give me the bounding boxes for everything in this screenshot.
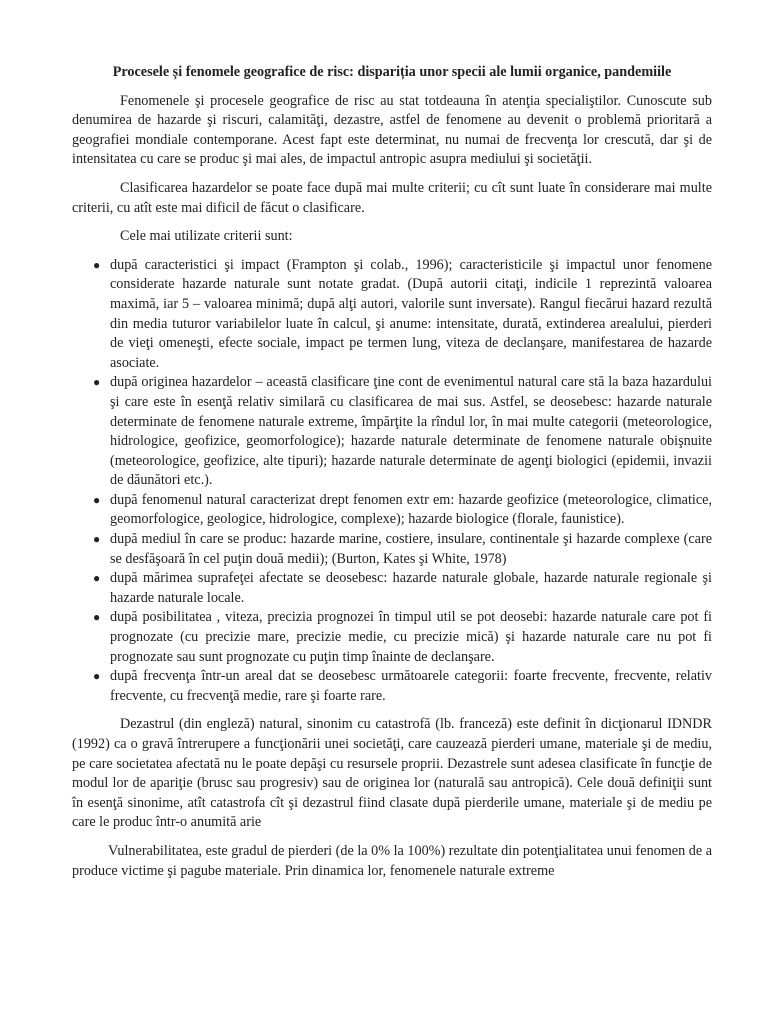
paragraph-vulnerability: Vulnerabilitatea, este gradul de pierderi (de la 0% la 100%) rezultate din potenţialitatea unui fenomen de a produce victime şi pagube materiale. Prin dinamica lor, fenomenele naturale extreme <box>72 842 712 879</box>
paragraph-classification: Clasificarea hazardelor se poate face după mai multe criterii; cu cît sunt luate în considerare mai multe criterii, cu atît este mai dificil de făcut o clasificare. <box>72 179 712 216</box>
bullet-icon: ● <box>93 571 101 586</box>
list-item-text: după mărimea suprafeţei afectate se deosebesc: hazarde naturale globale, hazarde naturale regionale şi hazarde naturale locale. <box>110 570 712 606</box>
list-item <box>93 530 712 569</box>
paragraph-criteria-lead: Cele mai utilizate criterii sunt: <box>120 228 293 245</box>
bullet-icon: ● <box>93 669 101 684</box>
list-item <box>93 569 712 608</box>
paragraph-disaster: Dezastrul (din engleză) natural, sinonim cu catastrofă (lb. franceză) este definit în dicţionarul IDNDR (1992) ca o gravă întrerupere a funcţionării unei societăţi, care cauzează pierderi umane, materiale şi de mediu, pe care societatea afectată nu le poate depăşi cu resursele proprii. Dezastrele sunt adesea clasificate în funcţie de modul lor de apariţie (brusc sau progresiv) sau de originea lor (naturală sau antropică). Cele două definiţii sunt în esenţă sinonime, atît catastrofa cît şi dezastrul fiind clasate după pierderile umane, materiale şi de mediu pe care le produc într-o anumită arie <box>72 716 712 831</box>
list-item-text: după mediul în care se produc: hazarde marine, costiere, insulare, continentale şi hazarde complexe (care se desfăşoară în cel puţin două medii); (Burton, Kates şi White, 1978) <box>110 531 712 567</box>
bullet-icon: ● <box>93 375 101 390</box>
list-item-text: după frecvenţa într-un areal dat se deosebesc următoarele categorii: foarte frecvente, frecvente, relativ frecvente, cu frecvenţă medie, rare şi foarte rare. <box>110 668 712 704</box>
list-item-text: după fenomenul natural caracterizat drept fenomen extr em: hazarde geofizice (meteorologice, climatice, geomorfologice, geologice, hidrologice, complexe); hazarde biologice (florale, faunistice). <box>110 491 712 528</box>
list-item <box>93 256 712 374</box>
criteria-list <box>72 256 712 707</box>
list-item-text: după posibilitatea , viteza, precizia prognozei în timpul util se pot deosebi: hazarde naturale care pot fi prognozate (cu precizie mare, precizie medie, cu precizie mică) şi hazarde naturale care nu pot fi prognozate sau sunt prognozate cu puţin timp înainte de declanşare. <box>110 609 712 665</box>
bullet-icon: ● <box>93 257 101 272</box>
list-item <box>93 491 712 530</box>
list-item <box>93 373 712 491</box>
list-item-text: după originea hazardelor – această clasificare ţine cont de evenimentul natural care stă la baza hazardului şi care este în esenţă relativ similară cu clasificarea de mai sus. Astfel, se deosebesc: hazarde naturale determinate de fenomene naturale extreme, împărţite la rîndul lor, în mai multe categorii (meteorologice, hidrologice, geofizice, geomorfologice); hazarde naturale determinate de fenomene naturale obişnuite (meteorologice, geofizice, alte tipuri); hazarde naturale determinate de agenţi biologici (epidemii, invazii de dăunători etc.). <box>110 374 712 489</box>
bullet-icon: ● <box>93 532 101 547</box>
list-item <box>93 608 712 667</box>
bullet-icon: ● <box>93 492 101 507</box>
list-item-text: după caracteristici şi impact (Frampton şi colab., 1996); caracteristicile şi impactul unor fenomene considerate hazarde naturale sunt notate gradat. (După autorii citaţi, indicile 1 reprezintă valoarea maximă, iar 5 – valoarea minimă; după alţi autori, valorile sunt inversate). Rangul fiecărui hazard rezultă din media tuturor variabilelor luate în calcul, şi anume: intensitate, durată, extinderea arealului, pierderi de vieţi omeneşti, efecte sociale, impact pe termen lung, viteza de declanşare, manifestarea de hazarde asociate. <box>110 256 712 371</box>
bullet-icon: ● <box>93 610 101 625</box>
list-item <box>93 667 712 706</box>
paragraph-intro: Fenomenele şi procesele geografice de risc au stat totdeauna în atenţia specialiştilor. Cunoscute sub denumirea de hazarde şi riscuri, calamităţi, dezastre, astfel de fenomene au devenit o problemă prioritară a geografiei mondiale contemporane. Acest fapt este determinat, nu numai de frecvenţa lor crescută, dar şi de intensitatea cu care se produc şi mai ales, de impactul antropic asupra mediului şi societăţii. <box>72 92 712 168</box>
document-title: Procesele și fenomele geografice de risc: dispariția unor specii ale lumii organice, pandemiile <box>112 64 672 80</box>
